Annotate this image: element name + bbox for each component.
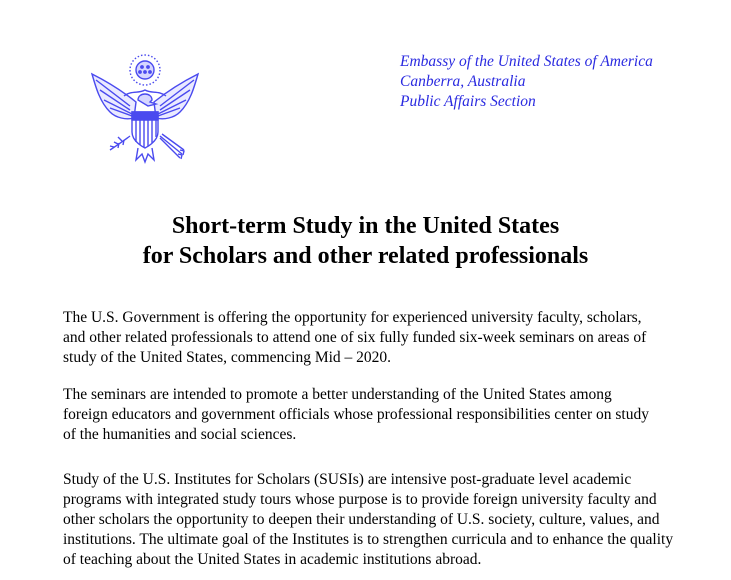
paragraph-susi <box>63 470 713 570</box>
title-line-2: for Scholars and other related professionals <box>142 243 589 269</box>
embassy-address <box>400 52 653 112</box>
embassy-location: Canberra, Australia <box>400 73 526 90</box>
paragraph-line: Study of the U.S. Institutes for Scholars (SUSIs) are intensive post-graduate level academic <box>63 471 632 488</box>
paragraph-line: study of the United States, commencing Mid – 2020. <box>63 349 392 366</box>
paragraph-line: and other related professionals to attend one of six fully funded six-week seminars on areas of <box>63 329 647 346</box>
paragraph-line: other scholars the opportunity to deepen their understanding of U.S. society, culture, values, and <box>63 511 660 528</box>
paragraph-line: of the humanities and social sciences. <box>63 426 297 443</box>
paragraph-line: institutions. The ultimate goal of the Institutes is to strengthen curricula and to enhance the quality <box>63 531 674 548</box>
paragraph-seminars <box>63 385 713 445</box>
paragraph-line: programs with integrated study tours whose purpose is to provide foreign university faculty and <box>63 491 657 508</box>
title-line-1: Short-term Study in the United States <box>171 213 560 239</box>
embassy-section: Public Affairs Section <box>400 93 536 110</box>
us-great-seal-icon <box>86 50 204 170</box>
paragraph-line: The seminars are intended to promote a better understanding of the United States among <box>63 386 612 403</box>
paragraph-line: The U.S. Government is offering the opportunity for experienced university faculty, scholars, <box>63 309 642 326</box>
paragraph-line: foreign educators and government officials whose professional responsibilities center on study <box>63 406 649 423</box>
embassy-name: Embassy of the United States of America <box>400 53 653 70</box>
page-title <box>0 211 731 271</box>
paragraph-line: of teaching about the United States in academic institutions abroad. <box>63 551 482 568</box>
paragraph-opportunity <box>63 308 713 368</box>
